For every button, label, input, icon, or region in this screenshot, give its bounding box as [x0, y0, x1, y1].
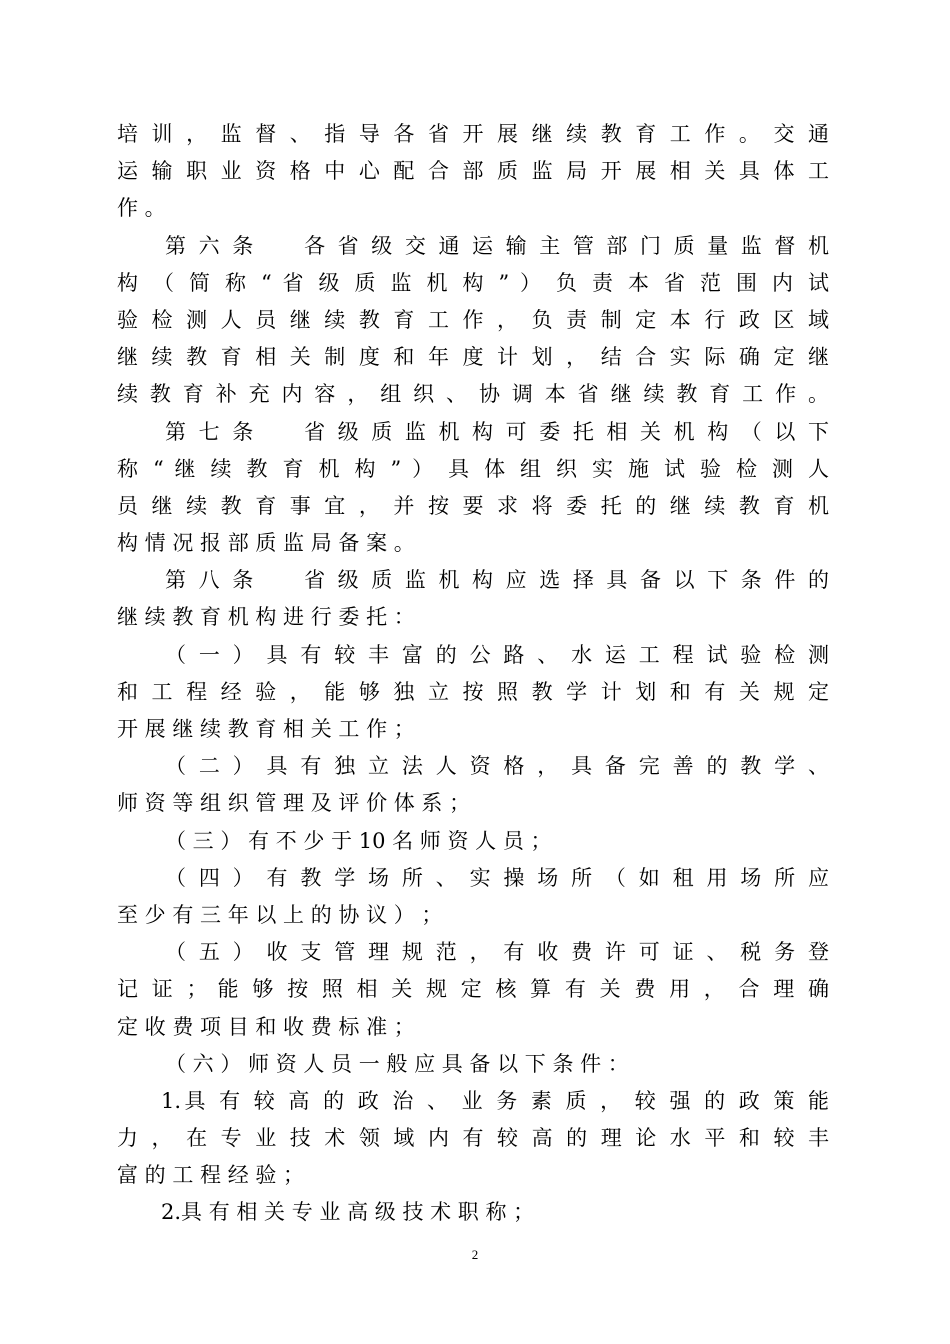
- text-line: [117, 785, 829, 822]
- text-line-content: 继 续 教 育 机 构 进 行 委 托 ：: [117, 605, 415, 630]
- text-line-content: 运 输 职 业 资 格 中 心 配 合 部 质 监 局 开 展 相 关 具 体 工: [117, 159, 829, 184]
- text-line-content: 验 检 测 人 员 继 续 教 育 工 作 ， 负 责 制 定 本 行 政 区 域: [117, 307, 829, 332]
- text-line: [117, 860, 829, 897]
- text-line-content: 定 收 费 项 目 和 收 费 标 准 ；: [117, 1014, 415, 1039]
- text-line-content: 第 六 条 各 省 级 交 通 运 输 主 管 部 门 质 量 监 督 机: [165, 233, 829, 258]
- text-line: [117, 451, 829, 488]
- text-line: [117, 190, 829, 227]
- text-line-content: （ 五 ） 收 支 管 理 规 范 ， 有 收 费 许 可 证 、 税 务 登: [165, 940, 829, 965]
- text-line: [117, 153, 829, 190]
- text-line: [117, 1157, 829, 1194]
- text-line-content: （ 三 ） 有 不 少 于 10 名 师 资 人 员 ；: [165, 828, 552, 853]
- text-line: [117, 711, 829, 748]
- text-line-content: 力 ， 在 专 业 技 术 领 域 内 有 较 高 的 理 论 水 平 和 较 丰: [117, 1126, 829, 1151]
- text-line-content: 称 “ 继 续 教 育 机 构 ” ） 具 体 组 织 实 施 试 验 检 测 人: [117, 456, 829, 481]
- text-line-content: 员 继 续 教 育 事 宜 ， 并 按 要 求 将 委 托 的 继 续 教 育 机: [117, 493, 829, 518]
- text-line: [117, 414, 829, 451]
- text-line: [117, 488, 829, 525]
- text-line-content: 至 少 有 三 年 以 上 的 协 议 ） ；: [117, 902, 443, 927]
- text-line: [117, 1009, 829, 1046]
- text-line-content: 和 工 程 经 验 ， 能 够 独 立 按 照 教 学 计 划 和 有 关 规 定: [117, 679, 829, 704]
- text-line-content: 富 的 工 程 经 验 ；: [117, 1163, 305, 1188]
- text-line-content: （ 六 ） 师 资 人 员 一 般 应 具 备 以 下 条 件 ：: [165, 1051, 629, 1076]
- text-line-content: 第 七 条 省 级 质 监 机 构 可 委 托 相 关 机 构 （ 以 下: [165, 419, 829, 444]
- text-line: [117, 823, 829, 860]
- page-number: 2: [471, 1247, 479, 1262]
- text-line-content: 第 八 条 省 级 质 监 机 构 应 选 择 具 备 以 下 条 件 的: [165, 568, 829, 593]
- text-line: [117, 265, 829, 302]
- text-line: [117, 897, 829, 934]
- text-line-content: 续 教 育 补 充 内 容 ， 组 织 、 协 调 本 省 继 续 教 育 工 作 。: [117, 382, 829, 407]
- text-line: [117, 674, 829, 711]
- text-line: [117, 525, 829, 562]
- text-line-content: 记 证 ； 能 够 按 照 相 关 规 定 核 算 有 关 费 用 ， 合 理 确: [117, 977, 829, 1002]
- text-line: [117, 1046, 829, 1083]
- text-line-content: 构 情 况 报 部 质 监 局 备 案 。: [117, 531, 415, 556]
- text-line-content: 构 （ 简 称 “ 省 级 质 监 机 构 ” ） 负 责 本 省 范 围 内 试: [117, 270, 829, 295]
- text-line: [117, 376, 829, 413]
- text-line: [117, 228, 829, 265]
- text-line-content: 作 。: [117, 196, 166, 221]
- text-line: [117, 971, 829, 1008]
- text-line: [117, 339, 829, 376]
- text-line: [117, 637, 829, 674]
- text-line-content: 培 训 ， 监 督 、 指 导 各 省 开 展 继 续 教 育 工 作 。 交 通: [117, 122, 829, 146]
- text-line: [117, 1120, 829, 1157]
- text-line: [117, 934, 829, 971]
- text-line-content: （ 二 ） 具 有 独 立 法 人 资 格 ， 具 备 完 善 的 教 学 、: [165, 754, 829, 779]
- text-line: [117, 116, 829, 153]
- text-line: [117, 562, 829, 599]
- text-line: [117, 1194, 829, 1231]
- text-line: [117, 748, 829, 785]
- text-line-content: 师 资 等 组 织 管 理 及 评 价 体 系 ；: [117, 791, 471, 816]
- text-line-content: 开 展 继 续 教 育 相 关 工 作 ；: [117, 717, 415, 741]
- text-line: [117, 599, 829, 636]
- text-line-content: （ 一 ） 具 有 较 丰 富 的 公 路 、 水 运 工 程 试 验 检 测: [165, 642, 829, 667]
- text-line: [117, 1083, 829, 1120]
- text-line-content: 2.具 有 相 关 专 业 高 级 技 术 职 称 ；: [161, 1200, 535, 1225]
- document-body: [117, 116, 829, 1232]
- text-line-content: 1.具 有 较 高 的 政 治 、 业 务 素 质 ， 较 强 的 政 策 能: [161, 1088, 829, 1113]
- text-line: [117, 302, 829, 339]
- text-line-content: 继 续 教 育 相 关 制 度 和 年 度 计 划 ， 结 合 实 际 确 定 继: [117, 345, 829, 370]
- text-line-content: （ 四 ） 有 教 学 场 所 、 实 操 场 所 （ 如 租 用 场 所 应: [165, 865, 829, 890]
